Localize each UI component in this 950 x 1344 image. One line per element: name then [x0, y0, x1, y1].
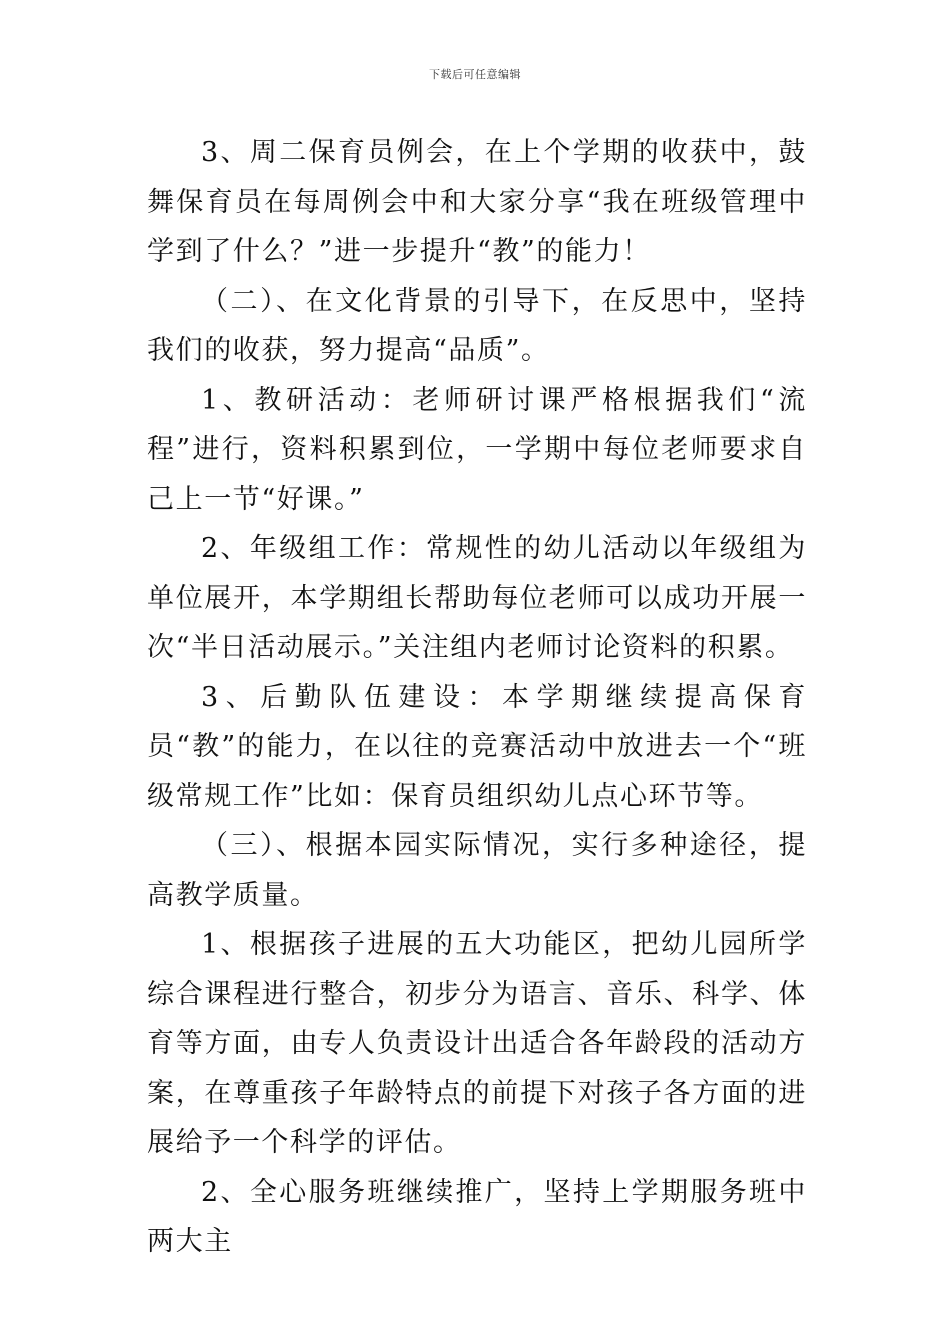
section-heading: （二）、在文化背景的引导下，在反思中，坚持我们的收获，努力提高“品质”。	[147, 285, 807, 366]
paragraph: 1、根据孩子进展的五大功能区，把幼儿园所学综合课程进行整合，初步分为语言、音乐、科学、体育等方面，由专人负责设计出适合各年龄段的活动方案，在尊重孩子年龄特点的前提下对孩子各方面的进展给予一个科学的评估。	[147, 929, 807, 1158]
paragraph: 2、全心服务班继续推广，坚持上学期服务班中两大主	[147, 1176, 807, 1257]
paragraph: 3、后勤队伍建设：本学期继续提高保育员“教”的能力，在以往的竞赛活动中放进去一个“班级常规工作”比如：保育员组织幼儿点心环节等。	[147, 681, 807, 812]
paragraph: 3、周二保育员例会，在上个学期的收获中，鼓舞保育员在每周例会中和大家分享“我在班级管理中学到了什么？”进一步提升“教”的能力！	[147, 137, 807, 267]
document-body	[147, 128, 807, 1267]
section-heading: （三）、根据本园实际情况，实行多种途径，提高教学质量。	[147, 830, 807, 911]
paragraph: 1、教研活动：老师研讨课严格根据我们“流程”进行，资料积累到位，一学期中每位老师要求自己上一节“好课。”	[147, 384, 807, 515]
paragraph: 2、年级组工作：常规性的幼儿活动以年级组为单位展开，本学期组长帮助每位老师可以成功开展一次“半日活动展示。”关注组内老师讨论资料的积累。	[147, 533, 807, 663]
header-note: 下载后可任意编辑	[429, 68, 521, 81]
